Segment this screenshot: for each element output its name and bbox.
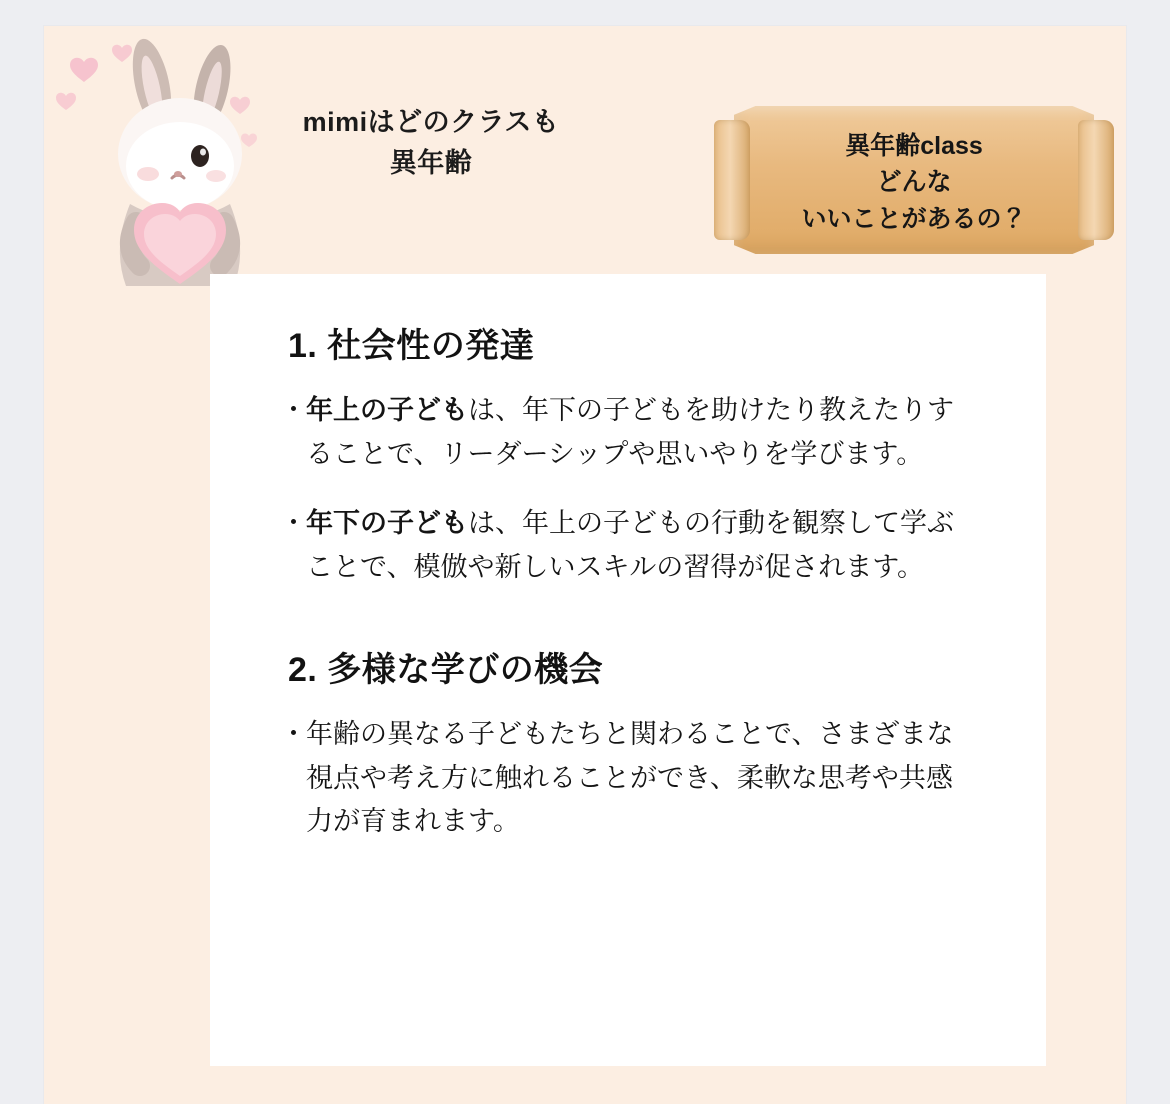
ribbon-line-1: 異年齢class — [845, 132, 983, 160]
bullet-lead: 年下の子ども — [306, 508, 468, 539]
bullet-rest: は、年下の子どもを助けたり教えたりすることで、リーダーシップや思いやりを学びます。 — [306, 395, 954, 469]
bullet-lead: 年上の子ども — [306, 395, 468, 425]
headline-line-1: mimiはどのクラスも — [302, 107, 560, 137]
rabbit-holding-heart-icon — [44, 26, 274, 291]
poster-card — [44, 26, 1126, 1104]
list-item — [280, 713, 976, 844]
bullet-marker-icon: ・ — [280, 508, 307, 539]
list-item — [280, 389, 976, 476]
ribbon-banner — [704, 106, 1124, 254]
headline-line-2: 異年齢 — [389, 147, 473, 178]
ribbon-line-2: どんな — [876, 168, 952, 197]
section-title-2: 2. 多様な学びの機会 — [288, 650, 604, 689]
bullet-rest: は、年上の子どもの行動を観察して学ぶことで、模倣や新しいスキルの習得が促されます。 — [306, 508, 954, 583]
bullet-text — [306, 502, 976, 589]
ribbon-line-3: いいことがあるの？ — [801, 204, 1027, 233]
bullet-marker-icon: ・ — [280, 395, 307, 425]
bullet-rest: 年齢の異なる子どもたちと関わることで、さまざまな視点や考え方に触れることができ、柔軟な思考や共感力が育まれます。 — [306, 718, 954, 837]
ribbon-text — [744, 128, 1084, 237]
list-item — [280, 502, 976, 589]
bullet-marker-icon: ・ — [280, 718, 307, 749]
bullet-text — [306, 389, 976, 476]
poster-headline — [266, 102, 596, 183]
bullet-text — [306, 713, 976, 844]
content-panel — [210, 274, 1046, 1066]
section-title-1: 1. 社会性の発達 — [288, 327, 535, 365]
